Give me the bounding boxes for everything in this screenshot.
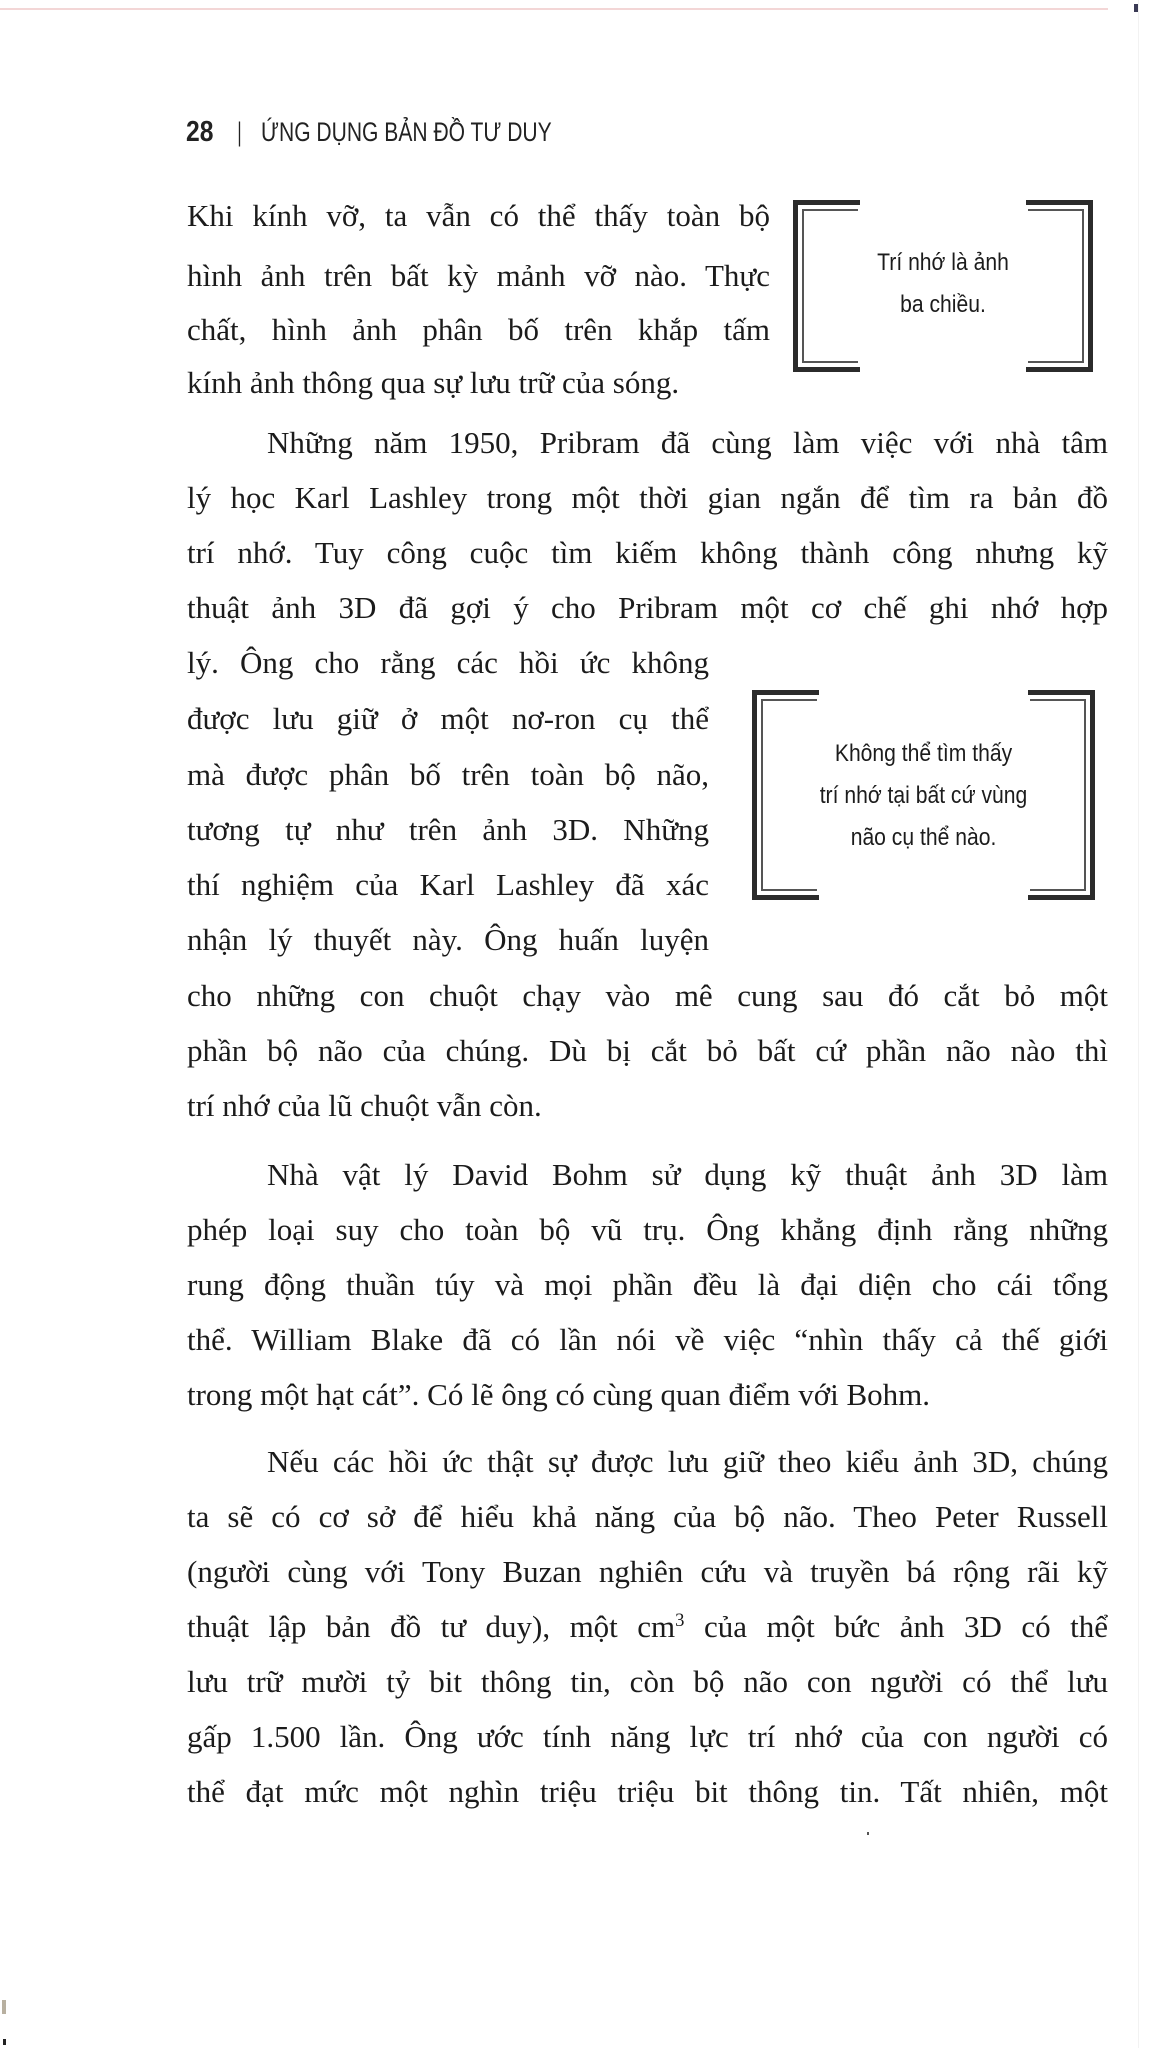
text-line: rung động thuần túy và mọi phần đều là đại diện cho cái tổng: [187, 1267, 1108, 1302]
text-line: Nếu các hồi ức thật sự được lưu giữ theo kiểu ảnh 3D, chúng: [267, 1444, 1108, 1479]
text-segment: của một bức ảnh 3D có thể: [684, 1609, 1108, 1644]
pull-quote-line: Trí nhớ là ảnh: [877, 249, 1009, 276]
text-line: lý học Karl Lashley trong một thời gian ngắn để tìm ra bản đồ: [187, 480, 1108, 515]
scan-speck: [867, 1832, 869, 1835]
text-line: trong một hạt cát”. Có lẽ ông có cùng quan điểm với Bohm.: [187, 1377, 931, 1412]
text-line: phần bộ não của chúng. Dù bị cắt bỏ bất cứ phần não nào thì: [187, 1033, 1108, 1068]
running-header: [186, 112, 634, 152]
scan-mark: [2, 2000, 6, 2014]
pull-quote-line: Không thể tìm thấy: [834, 740, 1013, 767]
text-line: [187, 1607, 1108, 1647]
top-edge-rule: [0, 8, 1108, 10]
page-number: 28: [186, 115, 214, 148]
text-line: thể đạt mức một nghìn triệu triệu bit thông tin. Tất nhiên, một: [187, 1774, 1108, 1809]
text-segment: thuật lập bản đồ tư duy), một cm: [187, 1609, 676, 1644]
text-line: lưu trữ mười tỷ bit thông tin, còn bộ não con người có thể lưu: [187, 1664, 1108, 1699]
pull-quote-line: não cụ thể nào.: [850, 824, 997, 851]
text-line: trí nhớ của lũ chuột vẫn còn.: [187, 1088, 542, 1123]
text-line: Nhà vật lý David Bohm sử dụng kỹ thuật ảnh 3D làm: [267, 1157, 1108, 1192]
text-line: thuật ảnh 3D đã gợi ý cho Pribram một cơ chế ghi nhớ hợp: [187, 590, 1108, 625]
text-line: Khi kính vỡ, ta vẫn có thể thấy toàn bộ: [187, 198, 770, 233]
text-line: trí nhớ. Tuy công cuộc tìm kiếm không thành công nhưng kỹ: [187, 535, 1108, 570]
header-separator: |: [237, 116, 242, 147]
text-line: tương tự như trên ảnh 3D. Những: [187, 812, 709, 847]
pull-quote-line: trí nhớ tại bất cứ vùng: [819, 782, 1028, 809]
text-line: phép loại suy cho toàn bộ vũ trụ. Ông khẳng định rằng những: [187, 1212, 1108, 1247]
text-line: thể. William Blake đã có lần nói về việc “nhìn thấy cả thế giới: [187, 1322, 1108, 1357]
text-line: kính ảnh thông qua sự lưu trữ của sóng.: [187, 365, 680, 400]
pull-quote-line: ba chiều.: [900, 291, 986, 318]
text-line: nhận lý thuyết này. Ông huấn luyện: [187, 922, 709, 957]
text-line: được lưu giữ ở một nơ-ron cụ thể: [187, 701, 709, 736]
pull-quote-text: [752, 733, 1095, 859]
page-edge: [1138, 0, 1139, 2048]
text-line: (người cùng với Tony Buzan nghiên cứu và truyền bá rộng rãi kỹ: [187, 1554, 1108, 1589]
text-line: mà được phân bố trên toàn bộ não,: [187, 757, 709, 792]
superscript: 3: [675, 1609, 685, 1631]
text-line: thí nghiệm của Karl Lashley đã xác: [187, 867, 709, 902]
pull-quote-2: [752, 690, 1095, 900]
text-line: ta sẽ có cơ sở để hiểu khả năng của bộ não. Theo Peter Russell: [187, 1499, 1108, 1534]
text-line: gấp 1.500 lần. Ông ước tính năng lực trí nhớ của con người có: [187, 1719, 1108, 1754]
pull-quote-1: [793, 200, 1093, 372]
text-line: cho những con chuột chạy vào mê cung sau đó cắt bỏ một: [187, 978, 1108, 1013]
text-line: lý. Ông cho rằng các hồi ức không: [187, 645, 709, 680]
scan-mark: [3, 2039, 6, 2045]
text-line: Những năm 1950, Pribram đã cùng làm việc với nhà tâm: [267, 425, 1108, 460]
text-line: chất, hình ảnh phân bố trên khắp tấm: [187, 312, 770, 347]
book-title: ỨNG DỤNG BẢN ĐỒ TƯ DUY: [261, 116, 552, 147]
text-line: hình ảnh trên bất kỳ mảnh vỡ nào. Thực: [187, 258, 770, 293]
pull-quote-text: [793, 242, 1093, 326]
